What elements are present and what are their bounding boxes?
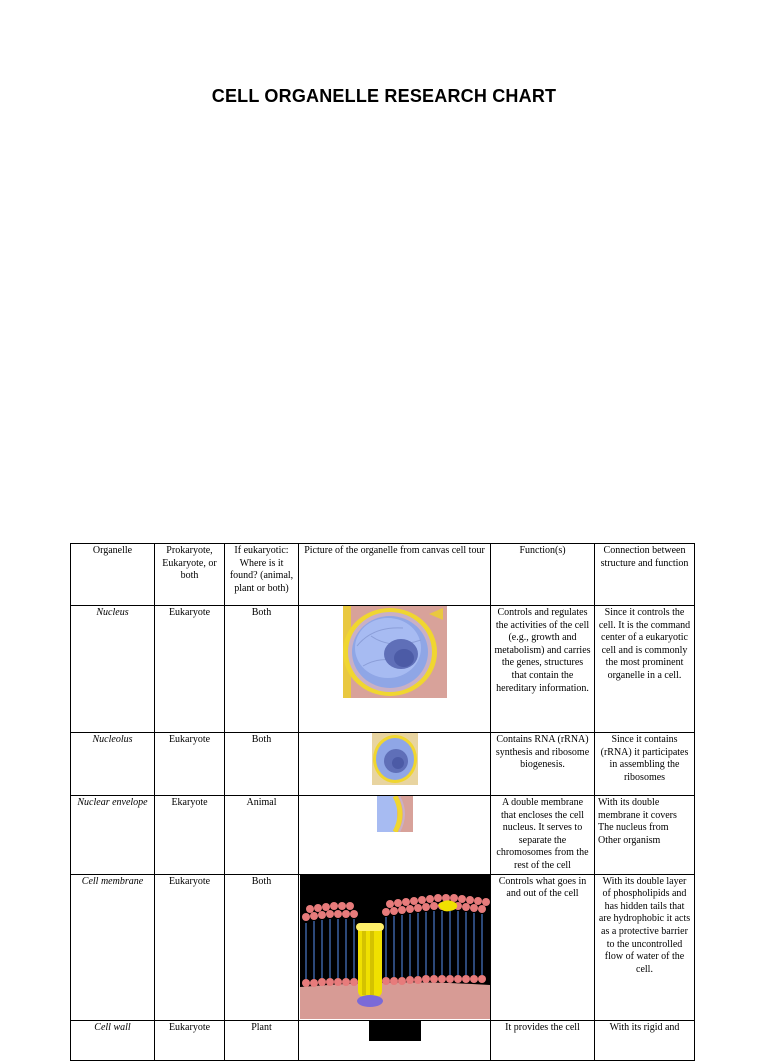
- picture-cell: [299, 733, 491, 796]
- nucleolus-image: [372, 733, 418, 785]
- table-row: [71, 1020, 695, 1060]
- column-header-picture: Picture of the organelle from canvas cell tour: [299, 544, 491, 606]
- organelle-chart-table: [70, 543, 695, 1061]
- function-text: Controls what goes in and out of the cell: [491, 874, 595, 1020]
- picture-cell: [299, 796, 491, 875]
- function-text: Contains RNA (rRNA) synthesis and ribosome biogenesis.: [491, 733, 595, 796]
- cell-type: Eukaryote: [155, 874, 225, 1020]
- table-row: [71, 606, 695, 733]
- organelle-name: Nucleus: [71, 606, 155, 733]
- location: Both: [225, 606, 299, 733]
- table-row: [71, 874, 695, 1020]
- column-header-function: Function(s): [491, 544, 595, 606]
- table-row: [71, 796, 695, 875]
- location: Both: [225, 733, 299, 796]
- picture-cell: [299, 874, 491, 1020]
- table-row: [71, 733, 695, 796]
- nuclear-envelope-image: [377, 796, 413, 832]
- organelle-name: Cell wall: [71, 1020, 155, 1060]
- cell-type: Eukaryote: [155, 1020, 225, 1060]
- organelle-name: Nucleolus: [71, 733, 155, 796]
- nucleus-image: [343, 606, 447, 698]
- connection-text: Since it controls the cell. It is the command center of a eukaryotic cell and is commonly the most prominent organelle in a cell.: [595, 606, 695, 733]
- column-header-cell-type: Prokaryote, Eukaryote, or both: [155, 544, 225, 606]
- organelle-name: Nuclear envelope: [71, 796, 155, 875]
- location: Plant: [225, 1020, 299, 1060]
- column-header-location: If eukaryotic: Where is it found? (animal, plant or both): [225, 544, 299, 606]
- location: Both: [225, 874, 299, 1020]
- connection-text: With its double layer of phospholipids and has hidden tails that are hydrophobic it acts as a protective barrier to the uncontrolled flow of water of the cell.: [595, 874, 695, 1020]
- picture-cell: [299, 1020, 491, 1060]
- connection-text: Since it contains (rRNA) it participates in assembling the ribosomes: [595, 733, 695, 796]
- page-title: CELL ORGANELLE RESEARCH CHART: [211, 86, 557, 106]
- cell-membrane-image: [300, 875, 490, 1019]
- column-header-organelle: Organelle: [71, 544, 155, 606]
- picture-cell: [299, 606, 491, 733]
- cell-type: Eukaryote: [155, 606, 225, 733]
- location: Animal: [225, 796, 299, 875]
- connection-text: With its double membrane it covers The nucleus from Other organism: [595, 796, 695, 875]
- function-text: It provides the cell: [491, 1020, 595, 1060]
- organelle-name: Cell membrane: [71, 874, 155, 1020]
- table-header-row: [71, 544, 695, 606]
- cell-type: Eukaryote: [155, 733, 225, 796]
- column-header-connection: Connection between structure and function: [595, 544, 695, 606]
- function-text: Controls and regulates the activities of the cell (e.g., growth and metabolism) and carries the genes, structures that contain the hereditary information.: [491, 606, 595, 733]
- function-text: A double membrane that encloses the cell nucleus. It serves to separate the chromosomes from the rest of the cell: [491, 796, 595, 875]
- cell-type: Ekaryote: [155, 796, 225, 875]
- connection-text: With its rigid and: [595, 1020, 695, 1060]
